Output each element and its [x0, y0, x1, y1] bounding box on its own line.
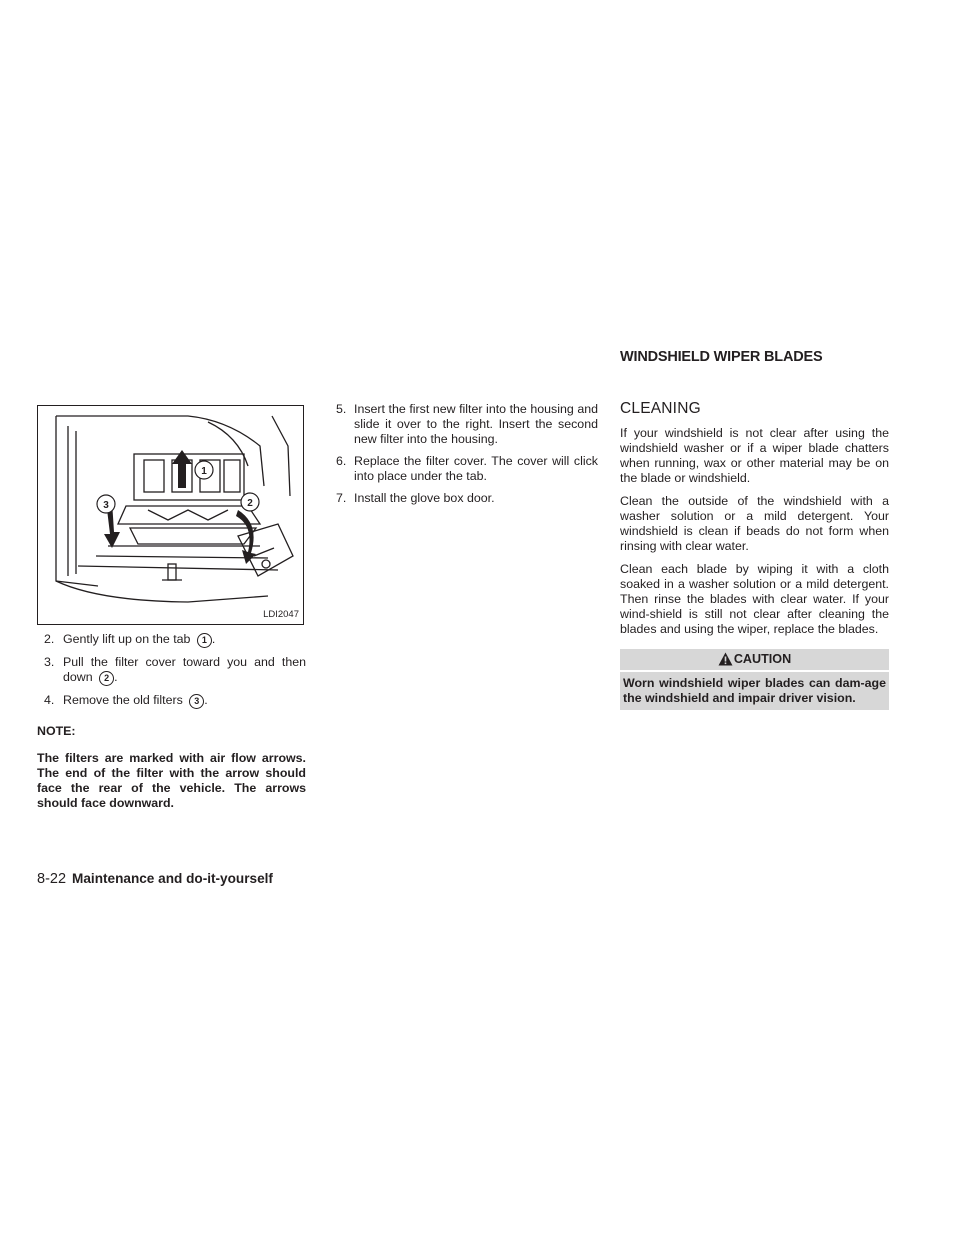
- glove-box-filter-illustration: [37, 405, 304, 625]
- caution-box: [620, 649, 889, 710]
- right-column: [620, 350, 889, 710]
- step-3: 3. Pull the filter cover toward you and then down 2 .: [44, 655, 306, 684]
- callout-3: 3: [103, 500, 109, 511]
- caution-text: Worn windshield wiper blades can dam-age the windshield and impair driver vision.: [623, 676, 886, 705]
- page-number: 8-22: [37, 871, 67, 887]
- left-column: [37, 405, 306, 811]
- caution-title: CAUTION: [733, 652, 792, 666]
- middle-column: [336, 402, 598, 513]
- callout-ref-1: 1: [197, 633, 212, 648]
- step-6: 6. Replace the filter cover. The cover will click into place under the tab.: [336, 454, 598, 483]
- caution-header: [620, 649, 889, 672]
- page-footer: [37, 871, 273, 887]
- callout-ref-2: 2: [99, 671, 114, 686]
- step-4: 4. Remove the old filters 3 .: [44, 693, 208, 707]
- callout-2: 2: [247, 498, 253, 509]
- callout-ref-3: 3: [189, 694, 204, 709]
- paragraph-3: Clean each blade by wiping it with a cloth soaked in a washer solution or a mild detergent. Then rinse the blades with clear water. If your wind-shield is still not clear after cleaning the blades and using the wiper, replace the blades.: [620, 562, 889, 636]
- note-label: NOTE:: [37, 724, 76, 738]
- step-7: 7. Install the glove box door.: [336, 491, 495, 505]
- footer-section-title: Maintenance and do-it-yourself: [72, 871, 273, 886]
- install-steps: [336, 402, 598, 506]
- paragraph-2: Clean the outside of the windshield with a washer solution or a mild detergent. Your windshield is clean if beads do not form when rinsing with clear water.: [620, 494, 889, 553]
- note-text: The filters are marked with air flow arrows. The end of the filter with the arrow should face the rear of the vehicle. The arrows should face downward.: [37, 751, 306, 810]
- removal-steps: [37, 632, 306, 709]
- step-2: 2. Gently lift up on the tab 1 .: [44, 632, 216, 646]
- paragraph-1: If your windshield is not clear after using the windshield washer or if a wiper blade chatters when running, wax or other material may be on the blade or windshield.: [620, 426, 889, 485]
- section-title: WINDSHIELD WIPER BLADES: [620, 349, 823, 365]
- subheading-cleaning: CLEANING: [620, 400, 701, 417]
- callout-1: 1: [201, 466, 207, 477]
- step-5: 5. Insert the first new filter into the housing and slide it over to the right. Insert the second new filter into the housing.: [336, 402, 598, 446]
- filter-housing-drawing: [38, 406, 303, 624]
- figure-code: LDI2047: [263, 609, 299, 620]
- warning-triangle-icon: [718, 652, 733, 666]
